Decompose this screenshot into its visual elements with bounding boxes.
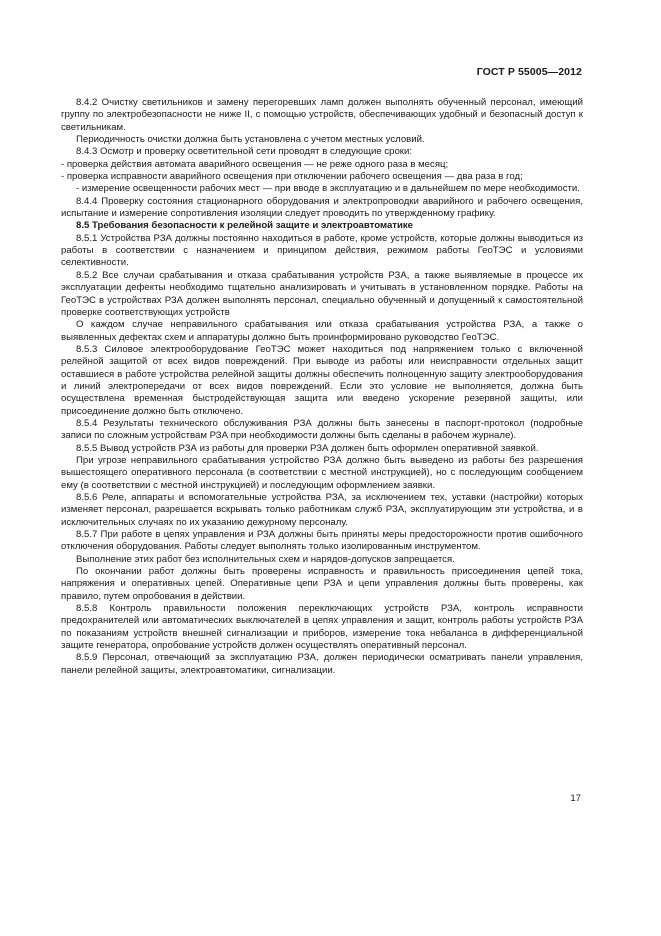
paragraph-8-4-2: 8.4.2 Очистку светильников и замену перегоревших ламп должен выполнять обученный персонал, имеющий группу по электробезопасности не ниже II, с помощью устройств, обеспечивающих удобный и безопасный доступ к светильникам. [61, 97, 583, 133]
paragraph-8-5-8: 8.5.8 Контроль правильности положения переключающих устройств РЗА, контроль исправности предохранителей или автоматических выключателей в цепях управления и защит, контроль работы устройств РЗА по показаниям устройств внешней сигнализации и приборов, измерение тока небаланса в дифференциальной защите генератора, опробование устройств должен осуществлять оперативный персонал. [61, 603, 583, 652]
document-code-header: ГОСТ Р 55005—2012 [476, 66, 582, 78]
list-item: - измерение освещенности рабочих мест — при вводе в эксплуатацию и в дальнейшем по мере необходимости. [76, 183, 580, 195]
paragraph-8-5-6: 8.5.6 Реле, аппараты и вспомогательные устройства РЗА, за исключением тех, уставки (настройки) которых изменяет персонал, разрешается вскрывать только работникам служб РЗА, эксплуатирующим эти устройства, и в исключительных случаях по их указанию дежурному персоналу. [61, 492, 583, 528]
paragraph: Периодичность очистки должна быть установлена с учетом местных условий. [76, 134, 425, 146]
list-item: - проверка исправности аварийного освещения при отключении рабочего освещения — два раза в год; [61, 171, 523, 183]
paragraph-8-5-3: 8.5.3 Силовое электрооборудование ГеоТЭС может находиться под напряжением только с включенной релейной защитой от всех видов повреждений. При выводе из работы или неисправности отдельных защит оставшиеся в работе устройства релейной защиты должны обеспечить полноценную защиту электрооборудования и линий электропередачи от всех видов повреждений. Если это условие не выполняется, должна быть осуществлена временная быстродействующая защита или введено ускорение резервной защиты, или присоединение должно быть отключено. [61, 343, 583, 417]
paragraph: О каждом случае неправильного срабатывания или отказа срабатывания устройства РЗА, а также о выявленных дефектах схем и аппаратуры должно быть проинформировано руководство ГеоТЭС. [61, 319, 583, 343]
list-item: - проверка действия автомата аварийного освещения — не реже одного раза в месяц; [61, 158, 449, 170]
page-number: 17 [570, 793, 581, 804]
section-heading-8-5: 8.5 Требования безопасности к релейной защите и электроавтоматике [76, 220, 414, 232]
paragraph-8-5-7: 8.5.7 При работе в цепях управления и РЗА должны быть приняты меры предосторожности против ошибочного отключения оборудования. Работы следует выполнять только изолированным инструментом. [61, 529, 583, 553]
paragraph-8-4-4: 8.4.4 Проверку состояния стационарного оборудования и электропроводки аварийного и рабочего освещения, испытание и измерение сопротивления изоляции следует проводить по утвержденному графику. [61, 195, 583, 220]
paragraph-8-5-4: 8.5.4 Результаты технического обслуживания РЗА должны быть занесены в паспорт-протокол (подробные записи по сложным устройствам РЗА при необходимости должны быть сделаны в рабочем журнале). [61, 417, 583, 442]
paragraph: По окончании работ должны быть проверены исправность и правильность присоединения цепей тока, напряжения и оперативных цепей. Оперативные цепи РЗА и цепи управления должны быть проверены, как правило, путем опробования в действии. [61, 566, 583, 602]
paragraph: Выполнение этих работ без исполнительных схем и нарядов-допусков запрещается. [76, 553, 455, 565]
paragraph-8-4-3: 8.4.3 Осмотр и проверку осветительной сети проводят в следующие сроки: [76, 146, 413, 158]
document-body [61, 97, 583, 677]
paragraph-8-5-9: 8.5.9 Персонал, отвечающий за эксплуатацию РЗА, должен периодически осматривать панели управления, панели релейной защиты, электроавтоматики, сигнализации. [61, 652, 583, 676]
paragraph-8-5-2: 8.5.2 Все случаи срабатывания и отказа срабатывания устройств РЗА, а также выявляемые в процессе их эксплуатации дефекты необходимо тщательно анализировать и учитывать в установленном порядке. Работы на ГеоТЭС в устройствах РЗА должен выполнять персонал, специально обученный и допущенный к самостоятельной проверке соответствующих устройств [61, 269, 583, 318]
paragraph-8-5-1: 8.5.1 Устройства РЗА должны постоянно находиться в работе, кроме устройств, которые должны выводиться из работы в соответствии с назначением и принципом действия, режимом работы ГеоТЭС и условиями селективности. [61, 232, 583, 269]
paragraph-8-5-5: 8.5.5 Вывод устройств РЗА из работы для проверки РЗА должен быть оформлен оперативной заявкой. [76, 442, 539, 454]
paragraph: При угрозе неправильного срабатывания устройство РЗА должно быть выведено из работы без разрешения вышестоящего оперативного персонала (в соответствии с местной инструкцией), но с последующим сообщением ему (в соответствии с местной инструкцией) и последующим оформлением заявки. [61, 454, 583, 491]
